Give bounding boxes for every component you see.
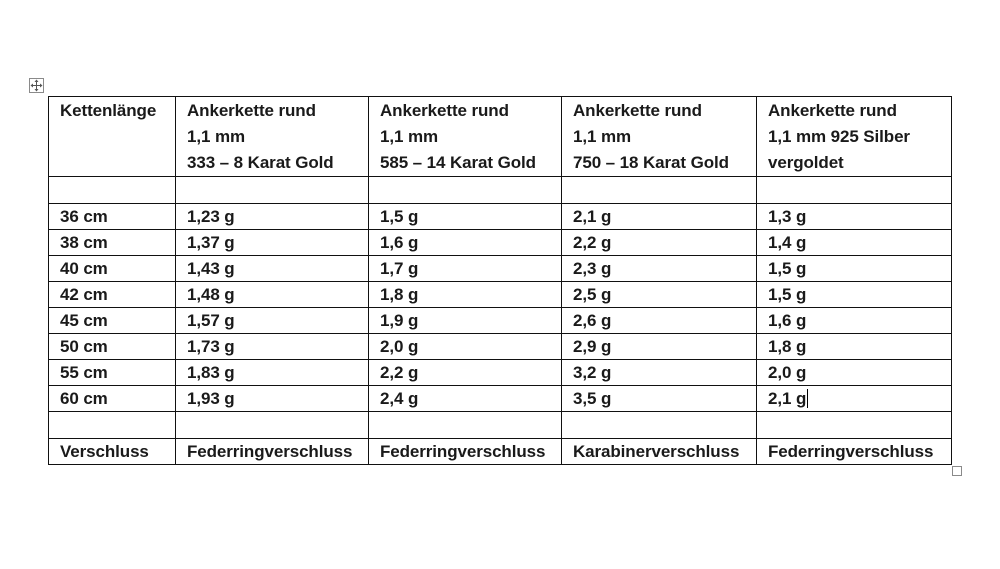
- closure-cell-750[interactable]: Karabinerverschluss: [562, 439, 757, 465]
- empty-cell[interactable]: [562, 177, 757, 204]
- header-text: 1,1 mm: [380, 127, 438, 146]
- header-text: 1,1 mm 925 Silber: [768, 127, 910, 146]
- empty-cell[interactable]: [176, 177, 369, 204]
- header-text: 1,1 mm: [573, 127, 631, 146]
- weight-cell-585[interactable]: 1,8 g: [369, 282, 562, 308]
- table-row: [49, 386, 952, 412]
- closure-cell-925[interactable]: Federringverschluss: [757, 439, 952, 465]
- weight-cell-333[interactable]: 1,48 g: [176, 282, 369, 308]
- weight-cell-585[interactable]: 1,7 g: [369, 256, 562, 282]
- empty-cell[interactable]: [757, 412, 952, 439]
- weight-cell-585[interactable]: 2,4 g: [369, 386, 562, 412]
- header-text: Ankerkette rund: [573, 101, 702, 120]
- text-cursor: [807, 389, 808, 408]
- table-row: [49, 282, 952, 308]
- weight-cell-585[interactable]: 2,2 g: [369, 360, 562, 386]
- weight-cell-585[interactable]: 1,5 g: [369, 204, 562, 230]
- weight-cell-333[interactable]: 1,57 g: [176, 308, 369, 334]
- weight-cell-585[interactable]: 1,6 g: [369, 230, 562, 256]
- header-text: 585 – 14 Karat Gold: [380, 153, 536, 172]
- header-text: 750 – 18 Karat Gold: [573, 153, 729, 172]
- weight-cell-925[interactable]: 1,3 g: [757, 204, 952, 230]
- weight-cell-585[interactable]: 1,9 g: [369, 308, 562, 334]
- length-cell[interactable]: 38 cm: [49, 230, 176, 256]
- closure-label-cell[interactable]: Verschluss: [49, 439, 176, 465]
- table-row: [49, 308, 952, 334]
- empty-cell[interactable]: [176, 412, 369, 439]
- weight-cell-333[interactable]: 1,23 g: [176, 204, 369, 230]
- weight-cell-333[interactable]: 1,83 g: [176, 360, 369, 386]
- table-row: [49, 204, 952, 230]
- closure-row: [49, 439, 952, 465]
- closure-cell-333[interactable]: Federringverschluss: [176, 439, 369, 465]
- empty-row: [49, 412, 952, 439]
- header-text: 333 – 8 Karat Gold: [187, 153, 334, 172]
- closure-cell-585[interactable]: Federringverschluss: [369, 439, 562, 465]
- header-text: Ankerkette rund: [187, 101, 316, 120]
- table-row: [49, 334, 952, 360]
- table-header-row: [49, 97, 952, 177]
- header-text: 1,1 mm: [187, 127, 245, 146]
- header-cell-925-silver[interactable]: [757, 97, 952, 177]
- header-cell-333-gold[interactable]: [176, 97, 369, 177]
- weight-cell-925[interactable]: 1,4 g: [757, 230, 952, 256]
- length-cell[interactable]: 50 cm: [49, 334, 176, 360]
- table-resize-handle-icon[interactable]: [952, 466, 962, 476]
- empty-cell[interactable]: [562, 412, 757, 439]
- weight-cell-925[interactable]: [757, 386, 952, 412]
- weight-cell-585[interactable]: 2,0 g: [369, 334, 562, 360]
- empty-cell[interactable]: [49, 177, 176, 204]
- weight-cell-925[interactable]: 1,6 g: [757, 308, 952, 334]
- length-cell[interactable]: 55 cm: [49, 360, 176, 386]
- length-cell[interactable]: 45 cm: [49, 308, 176, 334]
- weight-cell-750[interactable]: 2,6 g: [562, 308, 757, 334]
- length-cell[interactable]: 36 cm: [49, 204, 176, 230]
- table-row: [49, 230, 952, 256]
- weight-cell-750[interactable]: 2,9 g: [562, 334, 757, 360]
- weight-cell-750[interactable]: 2,5 g: [562, 282, 757, 308]
- weight-cell-925[interactable]: 1,5 g: [757, 282, 952, 308]
- length-cell[interactable]: 60 cm: [49, 386, 176, 412]
- chain-weight-table: [48, 96, 952, 465]
- empty-cell[interactable]: [369, 412, 562, 439]
- header-text: Ankerkette rund: [768, 101, 897, 120]
- header-text: vergoldet: [768, 153, 844, 172]
- weight-cell-925[interactable]: 1,8 g: [757, 334, 952, 360]
- table-row: [49, 360, 952, 386]
- weight-cell-750[interactable]: 3,2 g: [562, 360, 757, 386]
- weight-cell-333[interactable]: 1,93 g: [176, 386, 369, 412]
- empty-cell[interactable]: [757, 177, 952, 204]
- weight-cell-333[interactable]: 1,43 g: [176, 256, 369, 282]
- weight-cell-750[interactable]: 2,3 g: [562, 256, 757, 282]
- empty-row: [49, 177, 952, 204]
- empty-cell[interactable]: [49, 412, 176, 439]
- weight-cell-925[interactable]: 1,5 g: [757, 256, 952, 282]
- header-text: Kettenlänge: [60, 101, 157, 120]
- empty-cell[interactable]: [369, 177, 562, 204]
- weight-cell-333[interactable]: 1,37 g: [176, 230, 369, 256]
- weight-cell-750[interactable]: 3,5 g: [562, 386, 757, 412]
- cell-text: 2,1 g: [768, 389, 807, 408]
- weight-cell-750[interactable]: 2,2 g: [562, 230, 757, 256]
- header-cell-750-gold[interactable]: [562, 97, 757, 177]
- header-text: Ankerkette rund: [380, 101, 509, 120]
- length-cell[interactable]: 40 cm: [49, 256, 176, 282]
- table-move-handle-icon[interactable]: [29, 78, 44, 93]
- table-row: [49, 256, 952, 282]
- length-cell[interactable]: 42 cm: [49, 282, 176, 308]
- weight-cell-750[interactable]: 2,1 g: [562, 204, 757, 230]
- header-cell-585-gold[interactable]: [369, 97, 562, 177]
- header-cell-length[interactable]: [49, 97, 176, 177]
- weight-cell-925[interactable]: 2,0 g: [757, 360, 952, 386]
- weight-cell-333[interactable]: 1,73 g: [176, 334, 369, 360]
